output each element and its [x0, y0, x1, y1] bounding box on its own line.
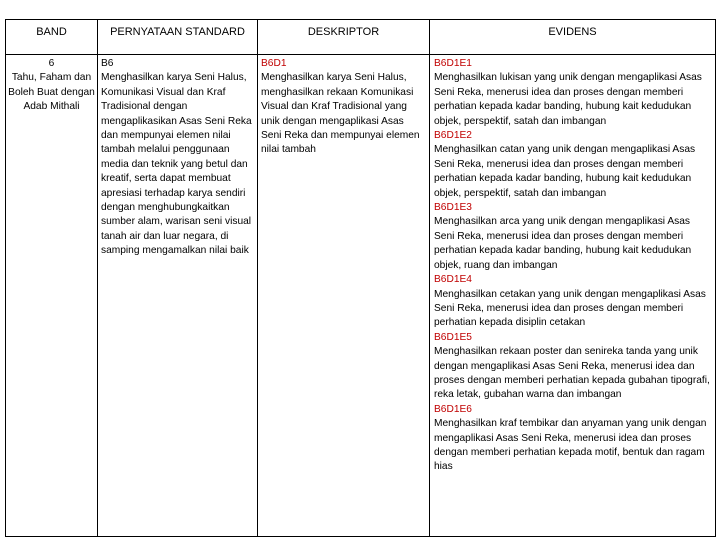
- evidence-item: [434, 273, 712, 331]
- header-deskriptor: DESKRIPTOR: [258, 20, 430, 55]
- evidence-code: B6D1E6: [434, 403, 472, 415]
- band-label: Tahu, Faham dan Boleh Buat dengan Adab Mithali: [8, 72, 95, 113]
- evidence-code: B6D1E5: [434, 331, 472, 343]
- evidence-text: Menghasilkan cetakan yang unik dengan mengaplikasi Asas Seni Reka, menerusi idea dan proses dengan memberi perhatian kepada disiplin cetakan: [434, 288, 706, 329]
- evidence-text: Menghasilkan catan yang unik dengan mengaplikasi Asas Seni Reka, menerusi idea dan proses dengan memberi perhatian kepada kadar banding, hubung kait kedudukan objek, perspektif, satah dan imbangan: [434, 144, 696, 199]
- header-row: [6, 20, 716, 55]
- evidence-text: Menghasilkan rekaan poster dan senireka tanda yang unik dengan mengaplikasi Asas Seni Reka, menerusi idea dan proses dengan memberi perhatian kepada gubahan tipografi, reka letak, gubahan warna dan imbangan: [434, 346, 710, 401]
- evidence-item: [434, 331, 712, 403]
- band-6-row: [6, 55, 716, 537]
- evidence-cell: [430, 55, 716, 537]
- header-evidens: EVIDENS: [430, 20, 716, 55]
- band-number: 6: [48, 58, 55, 69]
- rubric-table: [5, 19, 716, 537]
- header-band: BAND: [6, 20, 98, 55]
- evidence-item: [434, 201, 712, 273]
- rubric-table-container: [5, 19, 715, 537]
- standard-code: B6: [101, 58, 114, 69]
- descriptor-cell: [258, 55, 430, 537]
- descriptor-text: Menghasilkan karya Seni Halus, menghasilkan rekaan Komunikasi Visual dan Kraf Tradisional yang unik dengan mengaplikasi Asas Seni Reka dan mempunyai elemen nilai tambah: [261, 72, 420, 156]
- header-pernyataan-standard: PERNYATAAN STANDARD: [98, 20, 258, 55]
- descriptor-code: B6D1: [261, 58, 287, 69]
- evidence-item: [434, 129, 712, 201]
- evidence-item: [434, 403, 712, 475]
- evidence-text: Menghasilkan kraf tembikar dan anyaman yang unik dengan mengaplikasi Asas Seni Reka, menerusi idea dan proses dengan memberi perhatian kepada motif, bentuk dan ragam hias: [434, 418, 707, 473]
- standard-cell: [98, 55, 258, 537]
- evidence-code: B6D1E4: [434, 274, 472, 286]
- evidence-text: Menghasilkan lukisan yang unik dengan mengaplikasi Asas Seni Reka, menerusi idea dan proses dengan memberi perhatian kepada kadar banding, hubung kait kedudukan objek, perspektif, satah dan imbangan: [434, 72, 702, 127]
- evidence-code: B6D1E2: [434, 130, 472, 142]
- evidence-text: Menghasilkan arca yang unik dengan mengaplikasi Asas Seni Reka, menerusi idea dan proses dengan memberi perhatian kepada kadar banding, hubung kait kedudukan objek, ruang dan imbangan: [434, 216, 692, 271]
- band-cell: [6, 55, 98, 537]
- evidence-code: B6D1E3: [434, 202, 472, 214]
- evidence-code: B6D1E1: [434, 58, 472, 69]
- evidence-item: [434, 57, 712, 129]
- standard-text: Menghasilkan karya Seni Halus, Komunikasi Visual dan Kraf Tradisional dengan mengaplikasikan Asas Seni Reka dan mempunyai elemen nilai tambah melalui penggunaan media dan teknik yang betul dan kreatif, serta dapat membuat apresiasi terhadap karya sendiri dengan menghubungkaitkan sumber alam, warisan seni visual tanah air dan luar negara, di samping mengamalkan nilai baik: [101, 72, 252, 257]
